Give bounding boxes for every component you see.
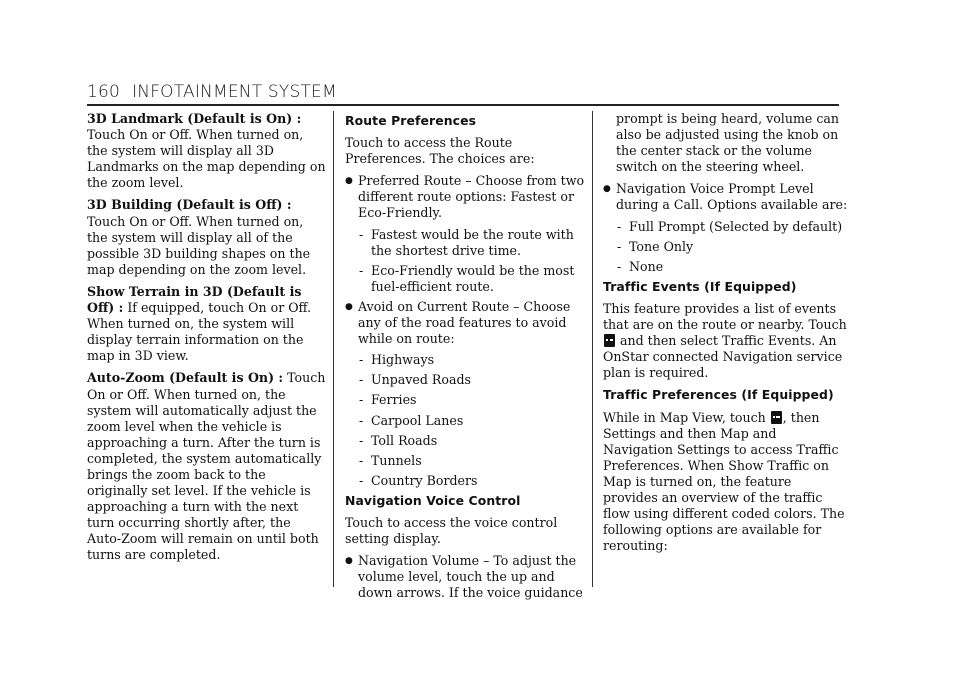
paragraph-show-terrain [87,284,327,364]
column-2 [345,111,585,606]
dash: - [359,372,364,388]
bullet-voice-prompt-level [603,181,848,213]
sub-item [603,219,848,235]
bullet-dot: ● [603,184,611,195]
dash: - [359,226,364,242]
term-show-terrain: Show Terrain in 3D (Default is Off) : [87,283,302,316]
dash: - [359,432,364,448]
term-auto-zoom: Auto-Zoom (Default is On) : [87,370,284,386]
page-number: 160 [87,82,121,102]
bullet-text: Avoid on Current Route – Choose any of the road features to avoid while on route: [358,298,571,347]
dash: - [359,392,364,408]
dash: - [617,218,622,234]
dash: - [359,412,364,428]
dash: - [359,452,364,468]
paragraph-3d-landmark [87,111,327,191]
bullet-dot: ● [345,176,353,187]
text-auto-zoom: Touch On or Off. When turned on, the system will automatically adjust the zoom level when the vehicle is approaching a turn. After the turn is completed, the system automatically brings the zoom back to the originally set level. If the vehicle is approaching a turn with the next turn occurring shortly after, the Auto-Zoom will remain on until both turns are completed. [87,370,326,563]
text-3d-landmark: Touch On or Off. When turned on, the system will display all 3D Landmarks on the map depending on the zoom level. [87,127,326,191]
sub-text: Country Borders [371,472,478,488]
paragraph-3d-building [87,197,327,277]
text-traffic-preferences-a: While in Map View, touch [603,409,770,425]
sub-text: Highways [371,352,435,368]
sub-item [345,352,585,368]
column-3 [603,111,848,560]
header-rule [87,104,839,106]
dash: - [359,352,364,368]
text-traffic-events-b: and then select Traffic Events. An OnStar connected Navigation service plan is required. [603,333,843,381]
text-traffic-preferences-b: , then Settings and then Map and Navigation Settings to access Traffic Preferences. When Show Traffic on Map is turned on, the feature provides an overview of the traffic flow using different coded colors. The following options are available for rerouting: [603,409,845,554]
heading-route-preferences: Route Preferences [345,113,477,128]
heading-traffic-preferences: Traffic Preferences (If Equipped) [603,387,834,403]
sub-item [345,433,585,449]
sub-item [345,413,585,429]
sub-item [345,372,585,388]
bullet-dot: ● [345,301,353,312]
column-divider-1 [333,111,334,587]
dash: - [617,258,622,274]
sub-text: Carpool Lanes [371,412,464,428]
sub-text: Unpaved Roads [371,372,472,388]
text-3d-building: Touch On or Off. When turned on, the system will display all of the possible 3D building shapes on the map depending on the zoom level. [87,213,311,277]
text-show-terrain: If equipped, touch On or Off. When turned on, the system will display terrain information on the map in 3D view. [87,300,312,364]
bullet-continuation [603,111,848,175]
sub-item [345,392,585,408]
bullet-avoid-route [345,299,585,347]
bullet-text: prompt is being heard, volume can also be adjusted using the knob on the center stack or the volume switch on the steering wheel. [616,111,840,175]
sub-text: Full Prompt (Selected by default) [629,218,843,234]
sub-text: None [629,258,664,274]
sub-text: Tone Only [629,238,694,254]
menu-icon [604,334,615,347]
paragraph-voice-intro: Touch to access the voice control setting display. [345,514,558,547]
column-1 [87,111,327,570]
page-header [87,82,839,102]
bullet-dot: ● [345,556,353,567]
term-3d-landmark: 3D Landmark (Default is On) : [87,111,302,126]
sub-item [345,263,585,295]
bullet-preferred-route [345,173,585,221]
sub-item [603,239,848,255]
paragraph-traffic-events [603,301,848,381]
sub-text: Eco-Friendly would be the most fuel-efficient route. [371,262,575,294]
bullet-text: Navigation Voice Prompt Level during a Call. Options available are: [616,181,848,213]
bullet-text: Navigation Volume – To adjust the volume level, touch the up and down arrows. If the voice guidance [358,553,583,601]
sub-text: Tunnels [371,452,422,468]
sub-text: Toll Roads [371,432,438,448]
dash: - [359,262,364,278]
dash: - [617,238,622,254]
sub-item [345,227,585,259]
menu-icon [771,411,782,424]
bullet-navigation-volume [345,553,585,601]
paragraph-route-intro: Touch to access the Route Preferences. The choices are: [345,135,535,167]
sub-text: Fastest would be the route with the shortest drive time. [371,226,574,258]
bullet-text: Preferred Route – Choose from two different route options: Fastest or Eco-Friendly. [358,173,585,221]
text-traffic-events-a: This feature provides a list of events that are on the route or nearby. Touch [603,300,847,333]
heading-traffic-events: Traffic Events (If Equipped) [603,278,797,294]
sub-item [603,259,848,275]
sub-item [345,453,585,469]
column-divider-2 [592,111,593,587]
sub-text: Ferries [371,392,417,408]
dash: - [359,472,364,488]
paragraph-auto-zoom [87,370,327,563]
section-title: INFOTAINMENT SYSTEM [132,82,337,102]
term-3d-building: 3D Building (Default is Off) : [87,197,292,213]
paragraph-traffic-preferences [603,410,848,555]
sub-item [345,473,585,489]
heading-navigation-voice-control: Navigation Voice Control [345,492,521,508]
